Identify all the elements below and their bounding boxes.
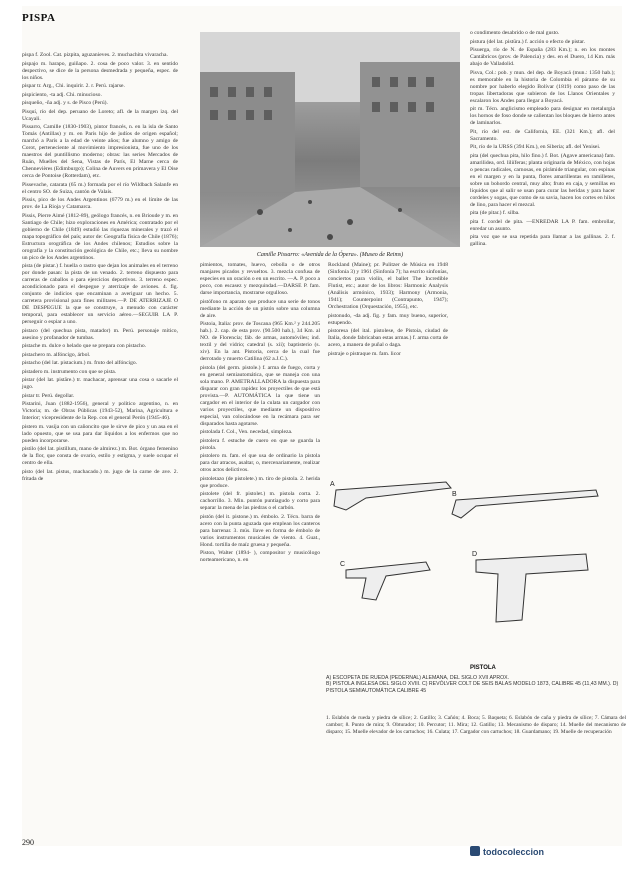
entry: pistonudo, -da adj. fig. y fam. muy bueno, superior, estupendo. <box>328 312 448 326</box>
entry: pita f. cordel de pita. —ENREDAR LA P. fam. embrollar, enredar un asunto. <box>470 218 615 232</box>
figure-item: B) PISTOLA INGLESA DEL SIGLO XVIII. C) REVÓLVER COLT DE SEIS BALAS MODELO 1873, CALIBRE 45 (11,43 MM.). D) PISTOLA SEMIAUTOMÁTICA CALIBRE 45 <box>326 681 619 694</box>
entry: pispa f. Zool. Cat. pizpita, aguzanieves. 2. muchachita vivaracha. <box>22 52 168 58</box>
pissarro-painting-image <box>200 32 460 247</box>
entry: Pissis, Pierre Aimé (1812-89), geólogo francés, n. en Brioude y m. en Santiago de Chile; hizo exploraciones en América; contratado por el gobierno de Chile (1849) estudió las riquezas minerales y trazó el mapa topográfico del país; autor de: Geografía física de Chile (1876); Estructura orográfica de los Andes chilenos; Estudios sobre la orografía y la constitución geológica de Chile, etc.; lleva su nombre un pico de los Andes argentinos. <box>22 212 178 261</box>
entry: pistache m. dulce o helado que se prepara con pistacho. <box>22 343 147 349</box>
watermark-text: todocoleccion <box>483 847 545 857</box>
entry: pistacho (del lat. pistacium.) m. fruto del alfóncigo. <box>22 360 138 366</box>
entry: pispar tr. Arg., Chi. inquirir. 2. r. Perú. rajarse. <box>22 83 125 89</box>
entry: pistolero m. fam. el que usa de ordinario la pistola para dar atracos, asaltar, o, mercenariamente, realizar otros actos delictivos. <box>200 453 320 473</box>
entry: pistoresa (del ital. pistolese, de Pistoia, ciudad de Italia, donde fabricaban estas armas.) f. arma corta de acero, a manera de puñal o daga. <box>328 328 448 348</box>
entry: pita (del quechua pita, hilo fino.) f. Bot. (Agave americana) fam. amarilidea, ord. liliíferas; planta originaria de México, con hojas o pencas radicales, carnosas, en pirámide triangular, con espinas en el margen y en la punta, flores amarillentas en ramilletes, sobre un bohordo central, muy alto; fruto en caja, y semillas en líquidos que al salir se usan para curar las heridas y para hacer cordeles y sogas, que como de su savia, hacen los cortes en hilos de lino, para hacer el mezcal. <box>470 152 615 208</box>
entry: pistraje o pistraque m. fam. licor <box>328 350 401 357</box>
entry: pistolete (del fr. pistolet.) m. pistola corta. 2. cachorrillo. 3. Min. puntón puntiagudo y corto para separar la mena de las piedras o el carbón. <box>200 491 320 511</box>
logo-icon <box>470 846 480 856</box>
svg-text:D: D <box>472 551 478 558</box>
entry: pistolada f. Col., Ven. necedad, simpleza. <box>200 429 293 435</box>
entry: Pit, río de la URSS (394 Km.), en Siberia; afl. del Yenisei. <box>470 144 601 150</box>
entry: pistoletazo (de pistolete.) m. tiro de pistola. 2. herida que produce. <box>200 475 320 489</box>
pistol-illustration <box>326 470 616 660</box>
figure-legend: 1. Eslabón de rueda y piedra de sílice; 2. Gatillo; 3. Cañón; 4. Boca; 5. Baqueta; 6. Eslabón de caña y piedra de sílice; 7. Cámara del cambor; 8. Punto de mira; 9. Obturador; 10. Percutor; 11. Mira; 12. Gatillo; 13. Mecanismo de disparo; 14. Muelle del mecanismo de disparo; 15. Muelle elevador de los cartuchos; 16. Culata; 17. Cargador con cartuchos; 18. Guardamano; 19. Muelle de recuperación <box>326 715 626 735</box>
entry: pispiciento, -ta adj. Chi. minucioso. <box>22 91 102 98</box>
column-3 <box>328 262 448 359</box>
entry: pimientos, tomates, huevo, cebolla o de otros manjares picados y revueltos. 3. mezcla confusa de especies en un oración o en un escrito. —A. P. poco a poco, con escasez y mezquindad.—DARSE P. fam. darse importancia, mostrarse orgulloso. <box>200 262 320 296</box>
figure-title: PISTOLA <box>470 665 496 671</box>
entry: Piston, Walter (1894- ), compositor y musicólogo norteamericano, n. en <box>200 550 320 563</box>
entry: pistófono m aparato que produce una serie de tonos mediante la acción de un pistón sobre una columna de aire. <box>200 298 320 319</box>
figure-items <box>326 675 626 694</box>
photo-caption: Camille Pissarro: «Avenida de la Ópera». (Museo de Reims) <box>256 252 404 258</box>
entry: pistola (del germ. pistole.) f. arma de fuego, corta y en general semiautomática, que se maneja con una sola mano. P. AMETRALLADORA la dispuesta para disparar con gran rapidez los proyectiles de que está provista.—P. AUTOMÁTICA la que tiene un cargador en el interior de la culata un cargador con varios proyectiles, que mediante un dispositivo especial, van colocándose en la recámara para ser disparados hasta agotarse. <box>200 364 320 427</box>
entry: pisqueño, -ña adj. y s. de Pisco (Perú). <box>22 100 108 106</box>
entry: Pisquí, río del dep. peruano de Loreto; afl. de la margen izq. del Ucayali. <box>22 108 178 122</box>
entry: pistar tr. Perú. degollar. <box>22 392 75 399</box>
watermark <box>470 846 544 857</box>
entry: pistolera f. estuche de cuero en que se guarda la pistola. <box>200 437 320 451</box>
entry: pistón (del it. pistone.) m. émbolo. 2. Técn. barra de acero con la punta aguzada que emplean los canteros para barrenar. 3. mús. llave en forma de émbolo de varios instrumentos musicales de viento. 4. Guat., Hond. tortilla de maíz gruesa y pequeña. <box>200 513 320 548</box>
entry: Pissis, pico de los Andes Argentinos (6779 m.) en el límite de las prov. de La Rioja y Catamarca. <box>22 197 178 210</box>
entry: Pisuerga, río de N. de España (283 Km.); n. en los montes Cantábricos (prov. de Palencia) y des. en el Duero, 14 Km. más abajo de Valladolid. <box>470 47 615 67</box>
entry: Rockland (Maine); pr. Pulitzer de Música en 1948 (Sinfonía 3) y 1961 (Sinfonía 7); ha escrito sinfonías, conciertos para violín, el ballet The Incredible Flutist, etc.; autor de los libros: Harmonic Analysis (Análisis armónico, 1933); Harmony (Armonía, 1941); Counterpoint (Contrapunto, 1947); Orchestration (Orquestación, 1955), etc. <box>328 262 448 310</box>
entry: pistilo (del lat. pistillum, mano de almirez.) m. Bot. órgano femenino de la flor, que consta de ovario, estilo y estigma, y suele ocupar el centro de ella. <box>22 446 178 466</box>
entry: pistero m. vasija con un cañoncito que le sirve de pico y un asa en el lado opuesto, que se usa para dar líquidos a los enfermos que no pueden incorporarse. <box>22 423 178 444</box>
entry: pistadero m. instrumento con que se pista. <box>22 368 117 375</box>
entry: pistar (del lat. pistāre.) tr. machacar, aprensar una cosa o sacarle el jugo. <box>22 377 178 390</box>
svg-text:C: C <box>340 561 346 568</box>
page-header: PISPA <box>22 12 56 24</box>
entry: Pistarini, Juan (1882-1956), general y político argentino, n. en Victoria; m. de Obras Públicas (1943-52), Marina, Agricultura e Interior; vicepresidente de la Rep. con el general Perón (1945-46). <box>22 401 178 421</box>
column-1 <box>22 52 178 484</box>
svg-text:A: A <box>330 481 335 488</box>
column-4 <box>470 30 615 250</box>
figure-item: A) ESCOPETA DE RUEDA (PEDERNAL) ALEMANA, DEL SIGLO XVII APROX. <box>326 675 510 681</box>
entry: Pistoia, Italia: prov. de Toscana (965 Km.² y 244.205 hab.). 2. cap. de esta prov. (90.500 hab.), 34 Km. al NO. de Florencia; fáb. de armas, automóviles; ind. textil y del vidrio; catedral (s. xii); baptisterio (s. xiv). En la ant. Pistoria, cerca de la cual fue derrotado y muerto Catilina (62 a.J.C.). <box>200 321 320 362</box>
entry: pistura (del lat. pistūra.) f. acción o efecto de pistar. <box>470 38 586 45</box>
entry: pistachero m. alfóncigo, árbol. <box>22 351 91 358</box>
entry: Pissevache, catarata (65 m.) formada por el río Wildbach Salanfe en el centro SO. de Suiza, cantón de Valais. <box>22 181 178 195</box>
entry: pispajo m. harapo, guiñapo. 2. cosa de poco valor. 3. en sentido despectivo, se dice de la persona desmedrada y pequeña, espec. de los niños. <box>22 60 178 81</box>
entry: pit m. Técn. anglicismo empleado para designar en metalurgia los hornos de foso donde se calientan los bloques de hierro antes de laminarlos. <box>470 106 615 126</box>
entry: Pisva, Col.: pob. y mun. del dep. de Boyacá (mun.: 1350 hab.); es memorable en la historia de Colombia el páramo de su nombre por haberlo elegido Bolívar (1819) como paso de las tropas libertadoras que subieron de los Llanos Orientales y escalaron los Andes para llegar a Boyacá. <box>470 69 615 104</box>
column-2 <box>200 262 320 566</box>
entry: pistaco (del quechua pista, matador) m. Perú. personaje mítico, asesino y profanador de tumbas. <box>22 327 178 341</box>
entry: o condimento desabrido o de mal gusto. <box>470 30 560 36</box>
entry: pita (de pitar.) f. silba. <box>470 210 520 216</box>
entry: Pit, río del est. de California, EE. (321 Km.); afl. del Sacramento. <box>470 128 615 142</box>
entry: pisto (del lat. pistus, machacado.) m. jugo de la carne de ave. 2. fritada de <box>22 468 178 482</box>
svg-text:B: B <box>452 491 457 498</box>
entry: Pissarro, Camille (1830-1903), pintor francés, n. en la isla de Santo Tomás (Antillas) y m. en París hijo de judíos de origen español; marchó a París a la edad de veinte años; fue alumno y amigo de Corot, perteneciente al movimiento impresionista, fue uno de los maestros del puntillismo moderno; obras: las series Mercados de Ruán, Muelles del Sena, Vistas de París, El Marne cerca de Chennevières (Edimburgo); Colina de Auvers en primavera y El Oise cerca de Pontoise (Rotterdam), etc. <box>22 124 178 179</box>
page-number: 290 <box>22 838 34 847</box>
entry: pista (de pistar.) f. huella o rastro que dejan los animales en el terreno por donde pasan: la pista de un venado. 2. terreno dispuesto para carreras de caballos o para ejercicios deportivos. 3. terreno espec. acondicionado para el despegue y aterrizaje de aviones. 4. fig. conjunto de indicios que encaminan a averiguar un hecho. 5. carretera provisional para fines militares.—P. DE ATERRIZAJE O DE DESPEGUE la que se construye, a menudo con carácter temporal, para establecer un servicio aéreo.—SEGUIR LA P. perseguir o espiar a uno. <box>22 263 178 325</box>
entry: pita voz que se usa repetida para llamar a las gallinas. 2. f. gallina. <box>470 234 615 247</box>
